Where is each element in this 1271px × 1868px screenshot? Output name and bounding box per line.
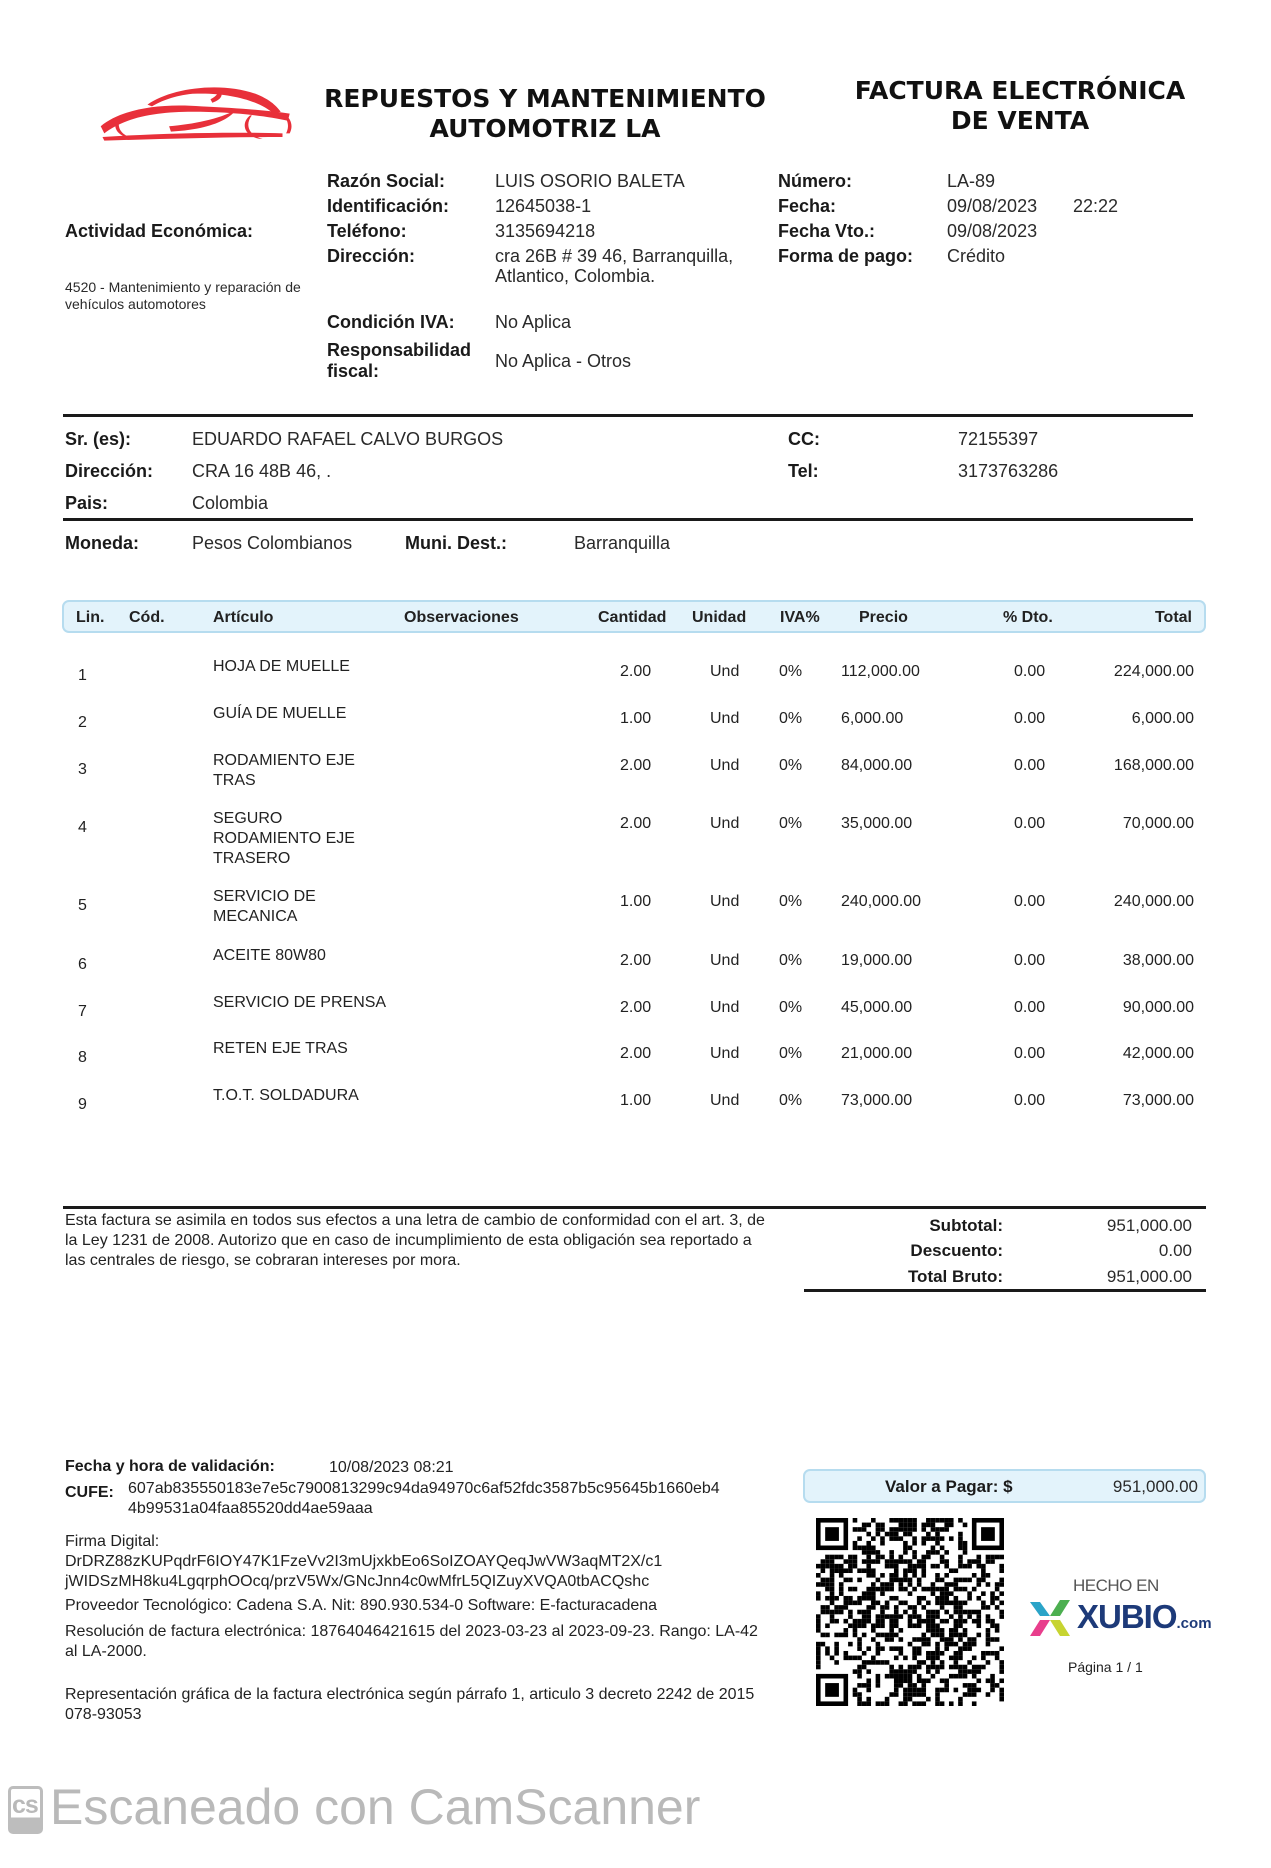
cell-unidad: Und: [710, 999, 740, 1016]
condicion-iva-label: Condición IVA:: [327, 312, 455, 332]
cell-unidad: Und: [710, 663, 740, 680]
cell-iva: 0%: [779, 1045, 803, 1062]
cell-iva: 0%: [779, 999, 803, 1016]
company-name-line1: REPUESTOS Y MANTENIMIENTO: [324, 84, 766, 113]
col-dto: % Dto.: [1003, 609, 1053, 626]
cufe-label: CUFE:: [65, 1484, 114, 1501]
cell-total: 240,000.00: [1113, 893, 1194, 910]
cell-lin: 6: [78, 956, 87, 973]
cell-dto: 0.00: [1014, 999, 1046, 1016]
cell-cantidad: 2.00: [620, 757, 652, 774]
fecha-label: Fecha:: [778, 196, 837, 216]
col-lin: Lin.: [76, 609, 105, 626]
items-table-header: [62, 600, 1206, 633]
col-cod: Cód.: [129, 609, 165, 626]
muni-value: Barranquilla: [574, 533, 671, 553]
cell-precio: 21,000.00: [841, 1045, 913, 1062]
condicion-iva-value: No Aplica: [495, 312, 572, 332]
cell-unidad: Und: [710, 815, 740, 832]
col-iva: IVA%: [780, 609, 820, 626]
forma-pago-label: Forma de pago:: [778, 246, 914, 266]
cell-dto: 0.00: [1014, 893, 1046, 910]
telefono-value: 3135694218: [495, 221, 596, 241]
cell-total: 168,000.00: [1113, 757, 1194, 774]
xubio-x-icon: [1030, 1598, 1070, 1638]
numero-label: Número:: [778, 171, 853, 191]
cell-cantidad: 2.00: [620, 952, 652, 969]
xubio-suffix: .com: [1176, 1615, 1212, 1632]
direccion-value: cra 26B # 39 46, Barranquilla, Atlantico, Colombia.: [495, 246, 734, 286]
razon-social-value: LUIS OSORIO BALETA: [495, 171, 685, 191]
camscanner-badge: [8, 1786, 43, 1834]
fecha-value: 09/08/2023: [947, 196, 1038, 216]
cell-cantidad: 2.00: [620, 663, 652, 680]
cell-articulo: GUÍA DE MUELLE: [213, 705, 347, 722]
resolucion: Resolución de factura electrónica: 18764046421615 del 2023-03-23 al 2023-09-23. Rango: LA-42 al LA-2000.: [65, 1623, 758, 1660]
cell-dto: 0.00: [1014, 663, 1046, 680]
cell-lin: 8: [78, 1049, 87, 1066]
cufe-line1: 607ab835550183e7e5c7900813299c94da94970c6af52fdc3587b5c95645b1660eb4: [128, 1480, 720, 1497]
actividad-label: Actividad Económica:: [65, 221, 254, 241]
divider-client: [63, 518, 1193, 521]
col-articulo: Artículo: [213, 609, 274, 626]
cell-precio: 240,000.00: [841, 893, 922, 910]
razon-social-label: Razón Social:: [327, 171, 446, 191]
cell-unidad: Und: [710, 893, 740, 910]
firma-line2: jWIDSzMH8ku4LgqrphOOcq/przV5Wx/GNcJnn4c0wMfrL5QIZuyXVQA0tbACQshc: [65, 1573, 650, 1590]
document-title-line1: FACTURA ELECTRÓNICA: [854, 76, 1186, 105]
actividad-value: 4520 - Mantenimiento y reparación de vehículos automotores: [65, 279, 301, 312]
pais-label: Pais:: [65, 493, 109, 513]
responsabilidad-value: No Aplica - Otros: [495, 351, 632, 371]
cell-iva: 0%: [779, 757, 803, 774]
cell-lin: 9: [78, 1096, 87, 1113]
cell-cantidad: 2.00: [620, 815, 652, 832]
cell-total: 42,000.00: [1122, 1045, 1194, 1062]
cell-dto: 0.00: [1014, 710, 1046, 727]
cufe-value: [128, 1479, 720, 1519]
cell-iva: 0%: [779, 815, 803, 832]
cell-total: 90,000.00: [1122, 999, 1194, 1016]
validacion-label: Fecha y hora de validación:: [65, 1458, 275, 1475]
xubio-text: XUBIO: [1077, 1598, 1177, 1635]
cell-iva: 0%: [779, 710, 803, 727]
document-title: [820, 76, 1220, 136]
cell-articulo: RODAMIENTO EJE TRAS: [213, 752, 355, 789]
cell-articulo: SERVICIO DE PRENSA: [213, 994, 387, 1011]
cufe-line2: 4b99531a04faa85520dd4ae59aaa: [128, 1500, 373, 1517]
cell-total: 70,000.00: [1122, 815, 1194, 832]
col-unidad: Unidad: [692, 609, 747, 626]
xubio-logo: [1077, 1598, 1212, 1636]
cell-iva: 0%: [779, 952, 803, 969]
cell-unidad: Und: [710, 757, 740, 774]
proveedor-tecnologico: Proveedor Tecnológico: Cadena S.A. Nit: 890.930.534-0 Software: E-facturacadena: [65, 1597, 658, 1614]
representacion-grafica: Representación gráfica de la factura electrónica según párrafo 1, articulo 3 decreto 2242 de 2015 078-93053: [65, 1686, 755, 1723]
divider-top: [63, 414, 1193, 417]
hecho-en-label: HECHO EN: [1073, 1576, 1159, 1595]
cell-articulo: HOJA DE MUELLE: [213, 658, 350, 675]
cell-cantidad: 1.00: [620, 710, 652, 727]
cell-lin: 1: [78, 667, 87, 684]
cc-label: CC:: [788, 429, 820, 449]
cell-dto: 0.00: [1014, 815, 1046, 832]
valor-value: 951,000.00: [1112, 1477, 1198, 1496]
company-name: [300, 84, 790, 144]
cell-precio: 84,000.00: [841, 757, 913, 774]
cell-dto: 0.00: [1014, 1092, 1046, 1109]
cell-articulo: ACEITE 80W80: [213, 947, 326, 964]
valor-a-pagar-box: [803, 1469, 1206, 1503]
cell-dto: 0.00: [1014, 1045, 1046, 1062]
descuento-label: Descuento:: [910, 1241, 1003, 1260]
responsabilidad-label: Responsabilidad fiscal:: [327, 340, 472, 381]
muni-label: Muni. Dest.:: [405, 533, 507, 553]
cell-iva: 0%: [779, 1092, 803, 1109]
valor-label: Valor a Pagar: $: [885, 1477, 1013, 1496]
cell-unidad: Und: [710, 710, 740, 727]
cell-unidad: Und: [710, 952, 740, 969]
cell-articulo: RETEN EJE TRAS: [213, 1040, 348, 1057]
cliente-label: Sr. (es):: [65, 429, 132, 449]
vto-label: Fecha Vto.:: [778, 221, 876, 241]
firma-line1: DrDRZ88zKUPqdrF6IOY47K1FzeVv2I3mUjxkbEo6SoIZOAYQeqJwVW3aqMT2X/c1: [65, 1553, 663, 1570]
document-title-line2: DE VENTA: [950, 106, 1090, 135]
cell-articulo: SEGURO RODAMIENTO EJE TRASERO: [213, 810, 355, 867]
vto-value: 09/08/2023: [947, 221, 1038, 241]
camscanner-badge-text: cs: [12, 1791, 38, 1819]
subtotal-label: Subtotal:: [929, 1216, 1003, 1235]
divider-footer: [63, 1206, 1206, 1209]
cell-precio: 35,000.00: [841, 815, 913, 832]
subtotal-value: 951,000.00: [1106, 1216, 1192, 1235]
company-name-line2: AUTOMOTRIZ LA: [429, 114, 661, 143]
tel-label: Tel:: [788, 461, 819, 481]
cell-cantidad: 1.00: [620, 893, 652, 910]
descuento-value: 0.00: [1158, 1241, 1192, 1260]
forma-pago-value: Crédito: [947, 246, 1006, 266]
direccion-label: Dirección:: [327, 246, 416, 266]
col-cantidad: Cantidad: [598, 609, 667, 626]
cell-precio: 6,000.00: [841, 710, 904, 727]
identificacion-label: Identificación:: [327, 196, 450, 216]
cell-unidad: Und: [710, 1045, 740, 1062]
cell-unidad: Und: [710, 1092, 740, 1109]
validacion-value: 10/08/2023 08:21: [329, 1459, 454, 1476]
cell-cantidad: 1.00: [620, 1092, 652, 1109]
cell-total: 6,000.00: [1131, 710, 1194, 727]
firma-label: Firma Digital:: [65, 1533, 160, 1550]
cell-total: 38,000.00: [1122, 952, 1194, 969]
legal-note: Esta factura se asimila en todos sus efectos a una letra de cambio de conformidad con el art. 3, de la Ley 1231 de 2008. Autorizo que en caso de incumplimiento de esta obligación sea reportado a las centrales de riesgo, se cobraran intereses por mora.: [65, 1212, 765, 1269]
col-total: Total: [1154, 609, 1192, 626]
cell-dto: 0.00: [1014, 952, 1046, 969]
cell-precio: 112,000.00: [841, 663, 920, 680]
cell-precio: 19,000.00: [841, 952, 913, 969]
cell-precio: 45,000.00: [841, 999, 913, 1016]
identificacion-value: 12645038-1: [495, 196, 592, 216]
tel-value: 3173763286: [958, 461, 1059, 481]
cliente-value: EDUARDO RAFAEL CALVO BURGOS: [192, 429, 504, 449]
camscanner-watermark: Escaneado con CamScanner: [50, 1779, 701, 1835]
cell-lin: 5: [78, 897, 87, 914]
col-observaciones: Observaciones: [404, 609, 519, 626]
cell-lin: 2: [78, 714, 87, 731]
cell-iva: 0%: [779, 893, 803, 910]
total-bruto-label: Total Bruto:: [907, 1267, 1003, 1286]
telefono-label: Teléfono:: [327, 221, 407, 241]
cell-lin: 4: [78, 819, 87, 836]
numero-value: LA-89: [947, 171, 996, 191]
qr-code: [816, 1518, 1004, 1706]
cliente-direccion-value: CRA 16 48B 46, .: [192, 461, 332, 481]
moneda-label: Moneda:: [65, 533, 139, 553]
cell-lin: 3: [78, 761, 87, 778]
cell-articulo: SERVICIO DE MECANICA: [213, 888, 316, 925]
cell-precio: 73,000.00: [841, 1092, 913, 1109]
total-bruto-value: 951,000.00: [1106, 1267, 1192, 1286]
cell-iva: 0%: [779, 663, 803, 680]
cell-articulo: T.O.T. SOLDADURA: [213, 1087, 359, 1104]
cc-value: 72155397: [958, 429, 1039, 449]
hora-value: 22:22: [1073, 196, 1119, 216]
cliente-direccion-label: Dirección:: [65, 461, 154, 481]
col-precio: Precio: [859, 609, 908, 626]
cell-dto: 0.00: [1014, 757, 1046, 774]
company-logo-car: [80, 74, 305, 146]
pais-value: Colombia: [192, 493, 269, 513]
cell-cantidad: 2.00: [620, 1045, 652, 1062]
cell-lin: 7: [78, 1003, 87, 1020]
moneda-value: Pesos Colombianos: [192, 533, 353, 553]
cell-total: 224,000.00: [1113, 663, 1194, 680]
cell-cantidad: 2.00: [620, 999, 652, 1016]
firma-digital: [65, 1532, 662, 1592]
divider-totals: [804, 1289, 1206, 1292]
cell-total: 73,000.00: [1122, 1092, 1194, 1109]
pagina: Página 1 / 1: [1068, 1659, 1143, 1675]
